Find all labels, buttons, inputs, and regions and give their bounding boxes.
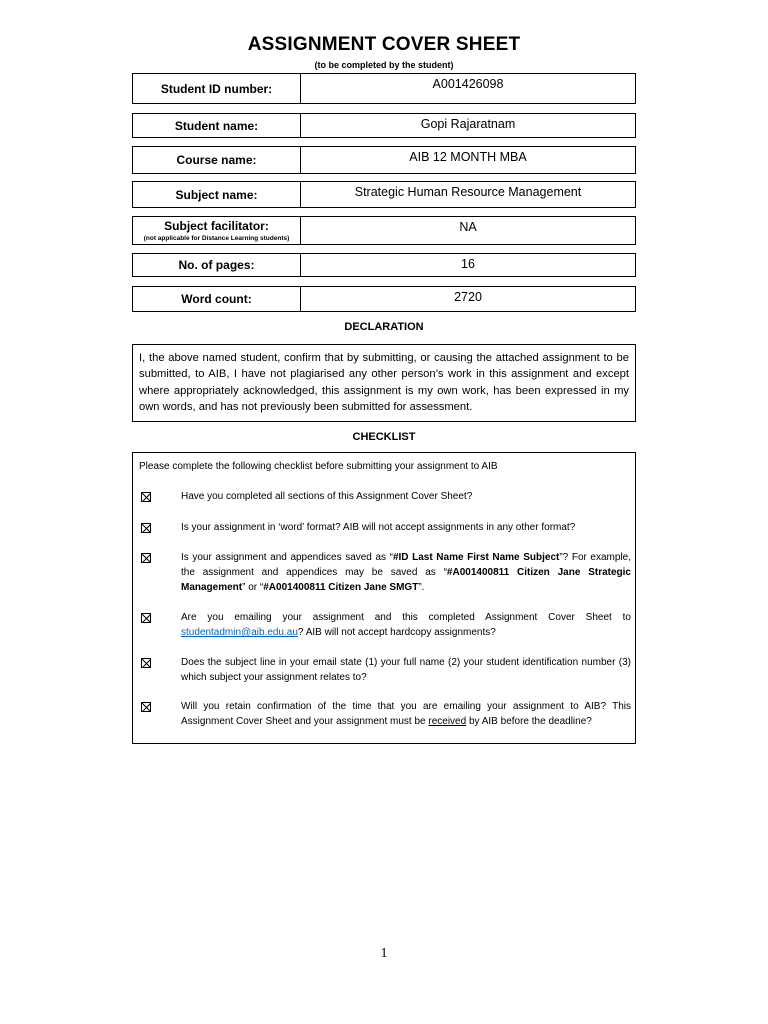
checklist-intro: Please complete the following checklist before submitting your assignment to AIB	[139, 461, 498, 472]
subject-facilitator-label-cell	[133, 217, 301, 244]
text-span: Is your assignment and appendices saved as “	[181, 552, 393, 563]
subject-name-value: Strategic Human Resource Management	[354, 185, 582, 199]
student-name-label: Student name:	[133, 114, 301, 137]
text-span: Will you retain confirmation of the time that you are emailing your assignment to AIB? This Assignment Cover Sheet and your assignment must be	[181, 701, 631, 727]
checklist-item-text: Does the subject line in your email state (1) your full name (2) your student identification number (3) which subject your assignment relates to?	[181, 657, 631, 683]
checklist-item-text	[181, 610, 631, 640]
underlined-span: received	[428, 716, 467, 727]
student-id-value: A001426098	[432, 77, 504, 91]
subject-facilitator-label: Subject facilitator:	[164, 219, 269, 233]
subject-facilitator-value: NA	[459, 220, 477, 234]
subject-facilitator-note: (not applicable for Distance Learning students)	[143, 235, 290, 242]
page-title: ASSIGNMENT COVER SHEET	[247, 34, 521, 55]
checked-checkbox-icon[interactable]	[141, 613, 151, 623]
checked-checkbox-icon[interactable]	[141, 523, 151, 533]
bold-span: #A001400811 Citizen Jane Strategic Management	[181, 567, 631, 593]
page-number: 1	[380, 946, 388, 961]
checklist-item-text	[181, 699, 631, 729]
bold-span: #ID Last Name First Name Subject	[392, 552, 560, 563]
text-span: ”.	[418, 582, 425, 593]
student-id-label: Student ID number:	[133, 74, 301, 103]
pages-label: No. of pages:	[133, 254, 301, 276]
text-span: ? AIB will not accept hardcopy assignments?	[297, 627, 496, 638]
declaration-text: I, the above named student, confirm that by submitting, or causing the attached assignment to be submitted, to AIB, I have not plagiarised any other person’s work in this assignment and except where appropriately acknowledged, this assignment is my own work, has been expressed in my own words, and has not previously been submitted for assessment.	[132, 344, 636, 422]
checklist-heading: CHECKLIST	[352, 431, 416, 443]
student-name-row	[132, 113, 636, 138]
pages-row	[132, 253, 636, 277]
checked-checkbox-icon[interactable]	[141, 702, 151, 712]
word-count-value: 2720	[454, 290, 482, 304]
checklist-item-text	[181, 550, 631, 595]
word-count-row	[132, 286, 636, 312]
course-name-value: AIB 12 MONTH MBA	[409, 150, 527, 164]
checked-checkbox-icon[interactable]	[141, 658, 151, 668]
subject-name-row	[132, 181, 636, 208]
text-span: Are you emailing your assignment and this completed Assignment Cover Sheet to	[181, 612, 631, 623]
student-id-row	[132, 73, 636, 104]
checked-checkbox-icon[interactable]	[141, 553, 151, 563]
page-subtitle: (to be completed by the student)	[314, 60, 454, 70]
student-name-value: Gopi Rajaratnam	[420, 117, 516, 131]
pages-value: 16	[461, 257, 475, 271]
declaration-heading: DECLARATION	[344, 321, 424, 333]
course-name-label: Course name:	[133, 147, 301, 173]
text-span: by AIB before the deadline?	[466, 716, 592, 727]
word-count-label: Word count:	[133, 287, 301, 311]
email-link[interactable]: studentadmin@aib.edu.au	[181, 627, 298, 638]
subject-facilitator-row	[132, 216, 636, 245]
checklist-item-text: Have you completed all sections of this Assignment Cover Sheet?	[181, 491, 473, 502]
checked-checkbox-icon[interactable]	[141, 492, 151, 502]
course-name-row	[132, 146, 636, 174]
checklist-box	[132, 452, 636, 744]
checklist-item-text: Is your assignment in ‘word’ format? AIB will not accept assignments in any other format?	[181, 522, 576, 533]
text-span: ”? For example, the assignment and appendices may be saved as “	[181, 552, 632, 578]
subject-name-label: Subject name:	[133, 182, 301, 207]
text-span: ” or “	[242, 582, 264, 593]
bold-span: #A001400811 Citizen Jane SMGT	[263, 582, 419, 593]
